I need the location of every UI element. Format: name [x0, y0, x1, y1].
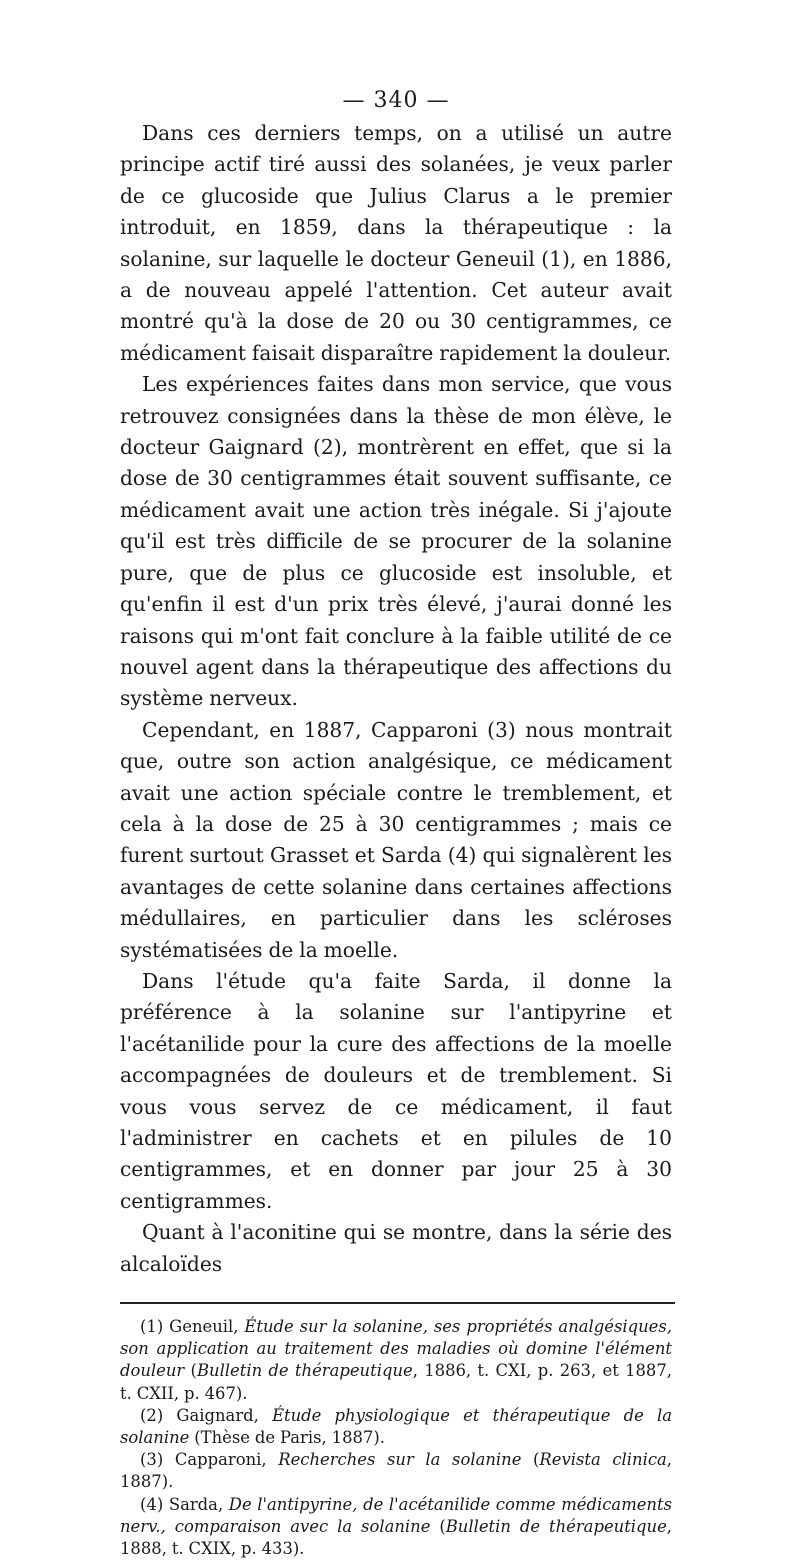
body-text — [120, 118, 672, 1280]
paragraph: Quant à l'aconitine qui se montre, dans la série des alcaloïdes — [120, 1220, 672, 1276]
paragraph: Dans l'étude qu'a faite Sarda, il donne la préférence à la solanine sur l'antipyrine et l'acétanilide pour la cure des affections de la moelle accompagnées de douleurs et de tremblement. Si vous vous servez de ce médicament, il faut l'administrer en cachets et en pilules de 10 centigrammes, et en donner par jour 25 à 30 centigrammes. — [120, 968, 672, 1213]
page-number: — 340 — — [342, 88, 450, 113]
paragraph: Les expériences faites dans mon service, que vous retrouvez consignées dans la thèse de mon élève, le docteur Gaignard (2), montrèrent en effet, que si la dose de 30 centigrammes était souvent suffisante, ce médicament avait une action très inégale. Si j'ajoute qu'il est très difficile de se procurer de la solanine pure, que de plus ce glucoside est insoluble, et qu'enfin il est d'un prix très élevé, j'aurai donné les raisons qui m'ont fait conclure à la faible utilité de ce nouvel agent dans la thérapeutique des affections du système nerveux. — [120, 372, 672, 711]
footnote: (3) Capparoni, Recherches sur la solanine (Revista clinica, 1887). — [120, 1450, 672, 1492]
footnote-divider — [120, 1302, 675, 1304]
footnote: (1) Geneuil, Étude sur la solanine, ses propriétés analgésiques, son application au traitement des maladies où domine l'élément douleur (Bulletin de thérapeutique, 1886, t. CXI, p. 263, et 1887, t. CXII, p. 467). — [120, 1317, 672, 1403]
footnote: (4) Sarda, De l'antipyrine, de l'acétanilide comme médicaments nerv., comparaison avec la solanine (Bulletin de thérapeutique, 1888, t. CXIX, p. 433). — [120, 1494, 672, 1559]
footnotes — [120, 1316, 672, 1560]
book-page — [120, 86, 672, 1560]
paragraph: Dans ces derniers temps, on a utilisé un autre principe actif tiré aussi des solanées, je veux parler de ce glucoside que Julius Clarus a le premier introduit, en 1859, dans la thérapeutique : la solanine, sur laquelle le docteur Geneuil (1), en 1886, a de nouveau appelé l'attention. Cet auteur avait montré qu'à la dose de 20 ou 30 centigrammes, ce médicament faisait disparaître rapidement la douleur. — [120, 121, 672, 365]
footnote: (2) Gaignard, Étude physiologique et thérapeutique de la solanine (Thèse de Paris, 1887). — [120, 1405, 672, 1448]
paragraph: Cependant, en 1887, Capparoni (3) nous montrait que, outre son action analgésique, ce médicament avait une action spéciale contre le tremblement, et cela à la dose de 25 à 30 centigrammes ; mais ce furent surtout Grasset et Sarda (4) qui signalèrent les avantages de cette solanine dans certaines affections médullaires, en particulier dans les scléroses systématisées de la moelle. — [120, 717, 672, 962]
